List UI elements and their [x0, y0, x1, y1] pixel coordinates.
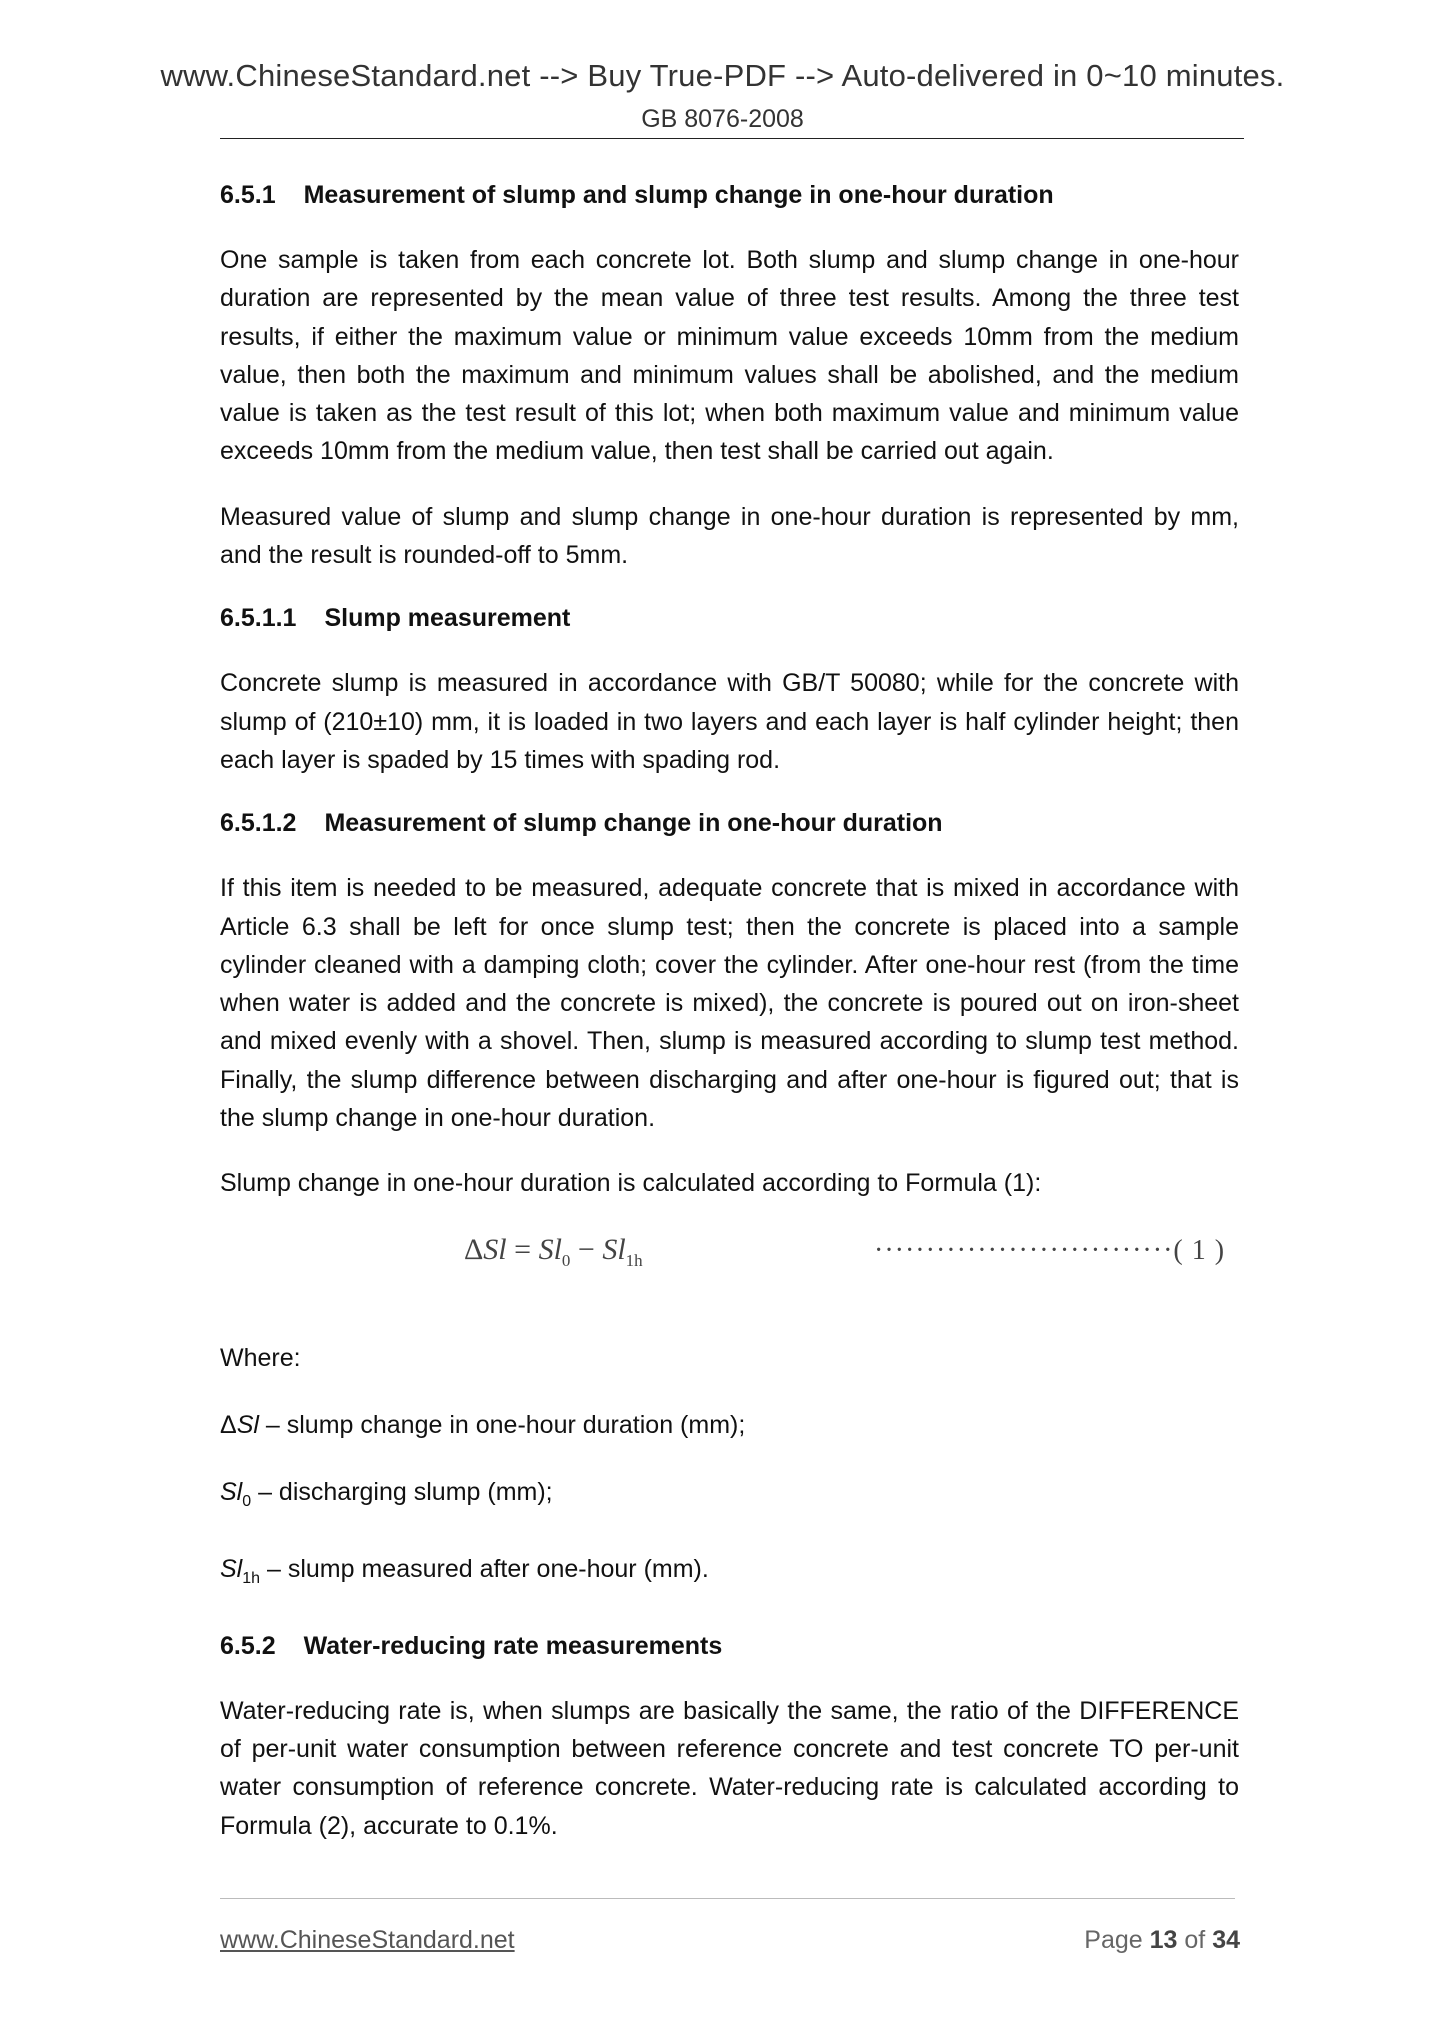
section-number: 6.5.1.2: [220, 809, 297, 838]
formula-subscript: 0: [561, 1250, 571, 1270]
page-total: 34: [1212, 1926, 1240, 1954]
section-title: Slump measurement: [324, 604, 571, 633]
formula-label: ( 1 ): [1173, 1234, 1226, 1266]
page-content: [220, 178, 1239, 1872]
paragraph: Concrete slump is measured in accordance with GB/T 50080; while for the concrete with slump of (210±10) mm, it is loaded in two layers and each layer is half cylinder height; then each layer is spaded by 15 times with spading rod.: [220, 669, 1239, 774]
paragraph: Measured value of slump and slump change in one-hour duration is represented by mm, and the result is rounded-off to 5mm.: [220, 502, 1239, 570]
paragraph: If this item is needed to be measured, adequate concrete that is mixed in accordance with Article 6.3 shall be left for once slump test; then the concrete is placed into a sample cylinder cleaned with a damping cloth; cover the cylinder. After one-hour rest (from the time when water is added and the concrete is mixed), the concrete is poured out on iron-sheet and mixed evenly with a shovel. Then, slump is measured according to slump test method. Finally, the slump difference between discharging and after one-hour is figured out; that is the slump change in one-hour duration.: [220, 874, 1239, 1133]
formula-subscript: 1h: [625, 1250, 643, 1270]
section-title: Measurement of slump and slump change in one-hour duration: [303, 181, 1054, 209]
definition-symbol: Sl: [236, 1410, 259, 1439]
definition-text: – slump change in one-hour duration (mm);: [258, 1410, 746, 1439]
section-title: Measurement of slump change in one-hour duration: [324, 809, 943, 838]
formula-var: Sl: [483, 1232, 507, 1266]
definition-text: – slump measured after one-hour (mm).: [260, 1554, 709, 1583]
page-current: 13: [1149, 1926, 1178, 1954]
definition-text: – discharging slump (mm);: [251, 1477, 553, 1506]
delta-symbol: Δ: [220, 1410, 237, 1439]
formula-leader: ·····························: [874, 1234, 1174, 1266]
definition-subscript: 1h: [242, 1569, 261, 1587]
section-number: 6.5.1: [220, 181, 276, 209]
section-6-5-1-1-heading: [220, 601, 1239, 635]
footer-divider: [220, 1898, 1235, 1899]
paragraph: One sample is taken from each concrete lot. Both slump and slump change in one-hour duration are represented by the mean value of three test results. Among the three test results, if either the maximum value or minimum value exceeds 10mm from the medium value, then both the maximum and minimum values shall be abolished, and the medium value is taken as the test result of this lot; when both maximum value and minimum value exceeds 10mm from the medium value, then test shall be carried out again.: [220, 246, 1239, 466]
section-number: 6.5.2: [220, 1631, 276, 1660]
section-number: 6.5.1.1: [220, 604, 297, 633]
formula-var: Sl: [538, 1232, 562, 1266]
definition-item: [220, 1552, 1239, 1596]
standard-code: GB 8076-2008: [641, 105, 804, 133]
paragraph: Slump change in one-hour duration is calculated according to Formula (1):: [220, 1169, 1042, 1198]
formula-number: [874, 1235, 1225, 1267]
definition-item: [220, 1408, 1239, 1442]
definition-symbol: Sl: [220, 1477, 243, 1506]
definition-item: [220, 1475, 1239, 1519]
formula-operator: =: [506, 1232, 539, 1266]
page-prefix: Page: [1084, 1926, 1150, 1954]
delta-symbol: Δ: [464, 1232, 484, 1266]
formula-expression: [464, 1233, 643, 1271]
paragraph: Water-reducing rate is, when slumps are basically the same, the ratio of the DIFFERENCE of per-unit water consumption between reference concrete and test concrete TO per-unit water consumption of reference concrete. Water-reducing rate is calculated according to Formula (2), accurate to 0.1%.: [220, 1696, 1239, 1840]
section-title: Water-reducing rate measurements: [303, 1631, 723, 1660]
formula-operator: −: [570, 1232, 603, 1266]
section-6-5-1-heading: [220, 178, 1239, 212]
header-banner[interactable]: www.ChineseStandard.net --> Buy True-PDF --> Auto-delivered in 0~10 minutes.: [160, 58, 1285, 93]
formula-1: [220, 1233, 1239, 1293]
formula-var: Sl: [602, 1232, 626, 1266]
definition-symbol: Sl: [220, 1554, 243, 1583]
where-label: Where:: [220, 1343, 301, 1372]
header-divider: [220, 138, 1244, 139]
footer-site-link[interactable]: www.ChineseStandard.net: [220, 1926, 515, 1954]
page-indicator: [1060, 1926, 1240, 1955]
section-6-5-2-heading: [220, 1629, 1239, 1663]
definition-subscript: 0: [242, 1492, 252, 1510]
section-6-5-1-2-heading: [220, 806, 1239, 840]
page-of: of: [1177, 1926, 1213, 1954]
